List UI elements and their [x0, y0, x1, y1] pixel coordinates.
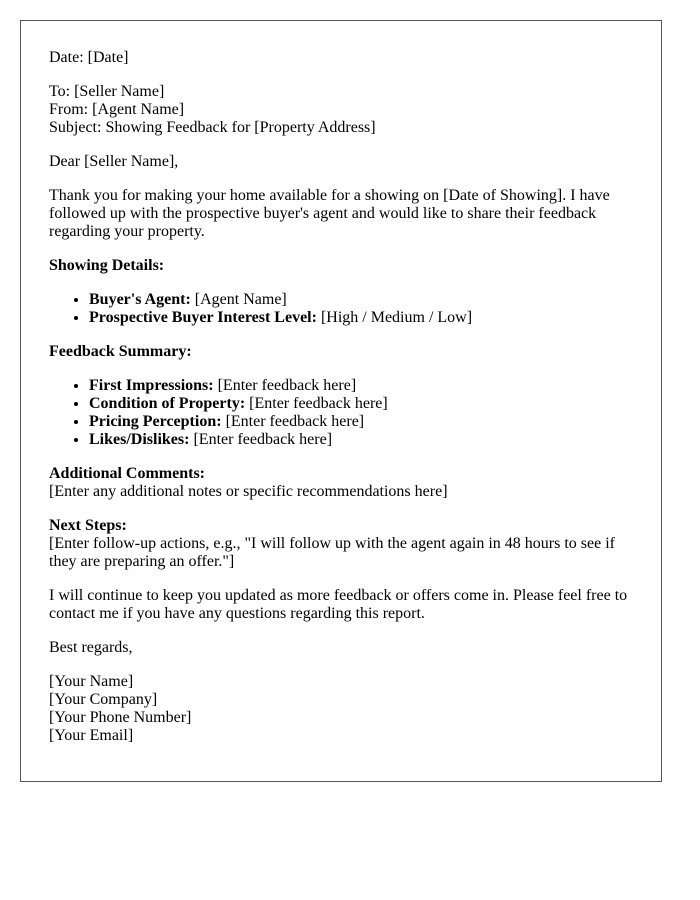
additional-comments-heading: Additional Comments:	[49, 465, 206, 482]
item-label: First Impressions:	[89, 377, 214, 394]
salutation: Dear [Seller Name],	[49, 153, 179, 170]
to-line: To: [Seller Name]	[49, 83, 165, 100]
signature-phone: [Your Phone Number]	[49, 709, 192, 726]
next-steps-heading: Next Steps:	[49, 517, 127, 534]
from-line: From: [Agent Name]	[49, 101, 185, 118]
item-label: Prospective Buyer Interest Level:	[89, 309, 317, 326]
item-label: Buyer's Agent:	[89, 291, 191, 308]
subject-line: Subject: Showing Feedback for [Property Address]	[49, 119, 376, 136]
item-value: [Enter feedback here]	[189, 431, 333, 448]
heading-text: Feedback Summary:	[49, 343, 192, 360]
heading-text: Showing Details:	[49, 257, 165, 274]
closing-paragraph: I will continue to keep you updated as more feedback or offers come in. Please feel free to contact me if you have any questions regarding this report.	[49, 587, 628, 622]
additional-comments	[49, 465, 633, 501]
item-value: [High / Medium / Low]	[316, 309, 473, 326]
letter	[20, 20, 662, 782]
item-label: Condition of Property:	[89, 395, 246, 412]
list-item	[89, 431, 633, 449]
signature-name: [Your Name]	[49, 673, 134, 690]
list-item	[89, 395, 633, 413]
item-value: [Agent Name]	[190, 291, 287, 308]
list-item	[89, 377, 633, 395]
list-item	[89, 413, 633, 431]
next-steps-text: [Enter follow-up actions, e.g., "I will follow up with the agent again in 48 hours to see if they are preparing an offer."]	[49, 535, 615, 570]
item-label: Likes/Dislikes:	[89, 431, 190, 448]
list-item	[89, 309, 633, 327]
list-item	[89, 291, 633, 309]
header-block	[49, 83, 633, 137]
next-steps	[49, 517, 633, 571]
showing-details-list	[49, 291, 633, 327]
item-value: [Enter feedback here]	[213, 377, 357, 394]
signature-block	[49, 673, 633, 745]
sign-off: Best regards,	[49, 639, 133, 656]
feedback-summary-list	[49, 377, 633, 449]
showing-details-heading	[49, 257, 633, 275]
item-value: [Enter feedback here]	[245, 395, 388, 412]
feedback-summary-heading	[49, 343, 633, 361]
item-label: Pricing Perception:	[89, 413, 222, 430]
signature-email: [Your Email]	[49, 727, 134, 744]
additional-comments-text: [Enter any additional notes or specific recommendations here]	[49, 483, 448, 500]
signature-company: [Your Company]	[49, 691, 158, 708]
date-line: Date: [Date]	[49, 49, 129, 66]
intro-paragraph: Thank you for making your home available for a showing on [Date of Showing]. I have followed up with the prospective buyer's agent and would like to share their feedback regarding your property.	[49, 187, 610, 240]
item-value: [Enter feedback here]	[221, 413, 365, 430]
